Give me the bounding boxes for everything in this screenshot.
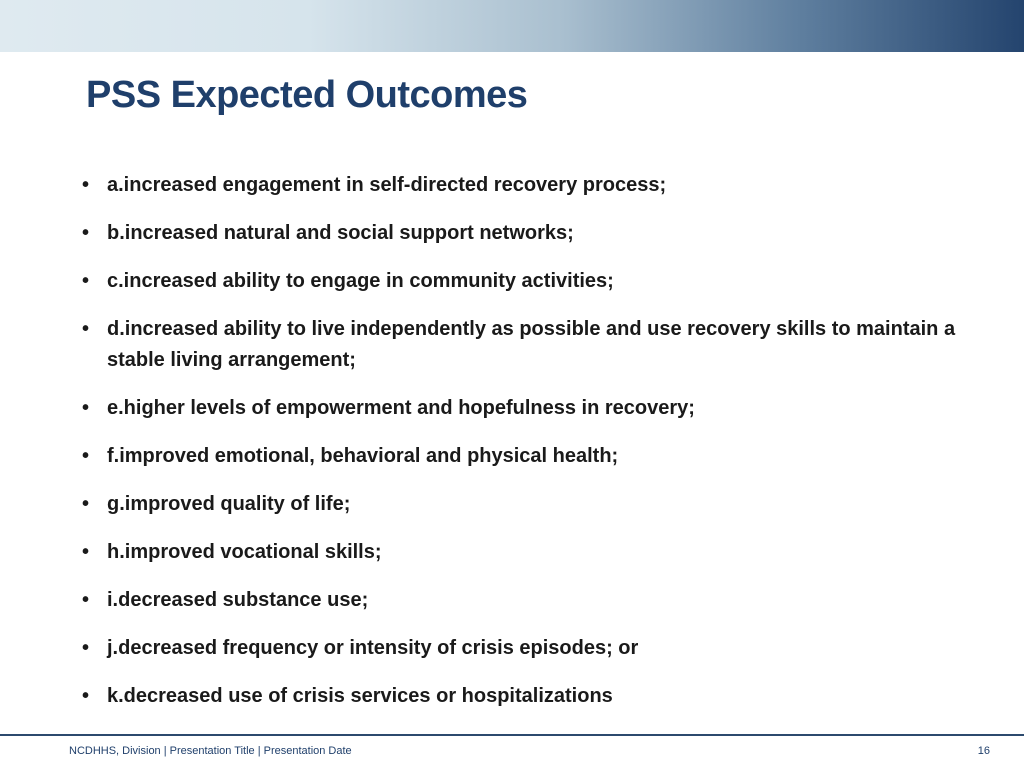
outcome-item-g	[82, 489, 962, 520]
outcome-text: f.improved emotional, behavioral and physical health;	[107, 445, 619, 467]
outcome-item-b	[82, 218, 962, 249]
outcome-text: a.increased engagement in self-directed recovery process;	[107, 174, 667, 196]
outcome-item-d	[82, 314, 962, 376]
outcome-text: j.decreased frequency or intensity of crisis episodes; or	[107, 637, 639, 659]
slide-title: PSS Expected Outcomes	[86, 74, 528, 116]
outcome-item-f	[82, 441, 962, 472]
bullet-icon: •	[82, 318, 90, 340]
bullet-icon: •	[82, 174, 90, 196]
footer-divider	[0, 734, 1024, 736]
outcome-text: d.increased ability to live independently as possible and use recovery skills to maintain a stable living arrangement;	[107, 318, 956, 371]
footer-text: NCDHHS, Division | Presentation Title | Presentation Date	[69, 745, 352, 757]
bullet-icon: •	[82, 222, 90, 244]
outcome-text: g.improved quality of life;	[107, 493, 351, 515]
outcome-item-c	[82, 266, 962, 297]
bullet-icon: •	[82, 493, 90, 515]
outcome-text: c.increased ability to engage in community activities;	[107, 270, 614, 292]
bullet-icon: •	[82, 637, 90, 659]
outcome-item-e	[82, 393, 962, 424]
bullet-icon: •	[82, 445, 90, 467]
bullet-icon: •	[82, 397, 90, 419]
outcome-text: h.improved vocational skills;	[107, 541, 382, 563]
bullet-icon: •	[82, 589, 90, 611]
outcome-text: b.increased natural and social support networks;	[107, 222, 574, 244]
outcome-item-a	[82, 170, 962, 201]
outcomes-list	[82, 170, 962, 729]
outcome-text: e.higher levels of empowerment and hopefulness in recovery;	[107, 397, 695, 419]
outcome-text: k.decreased use of crisis services or hospitalizations	[107, 685, 613, 707]
page-number: 16	[977, 745, 990, 757]
outcome-item-k	[82, 681, 962, 712]
outcome-text: i.decreased substance use;	[107, 589, 369, 611]
outcome-item-i	[82, 585, 962, 616]
header-gradient-band	[0, 0, 1024, 52]
bullet-icon: •	[82, 541, 90, 563]
bullet-icon: •	[82, 270, 90, 292]
outcome-item-h	[82, 537, 962, 568]
bullet-icon: •	[82, 685, 90, 707]
outcome-item-j	[82, 633, 962, 664]
